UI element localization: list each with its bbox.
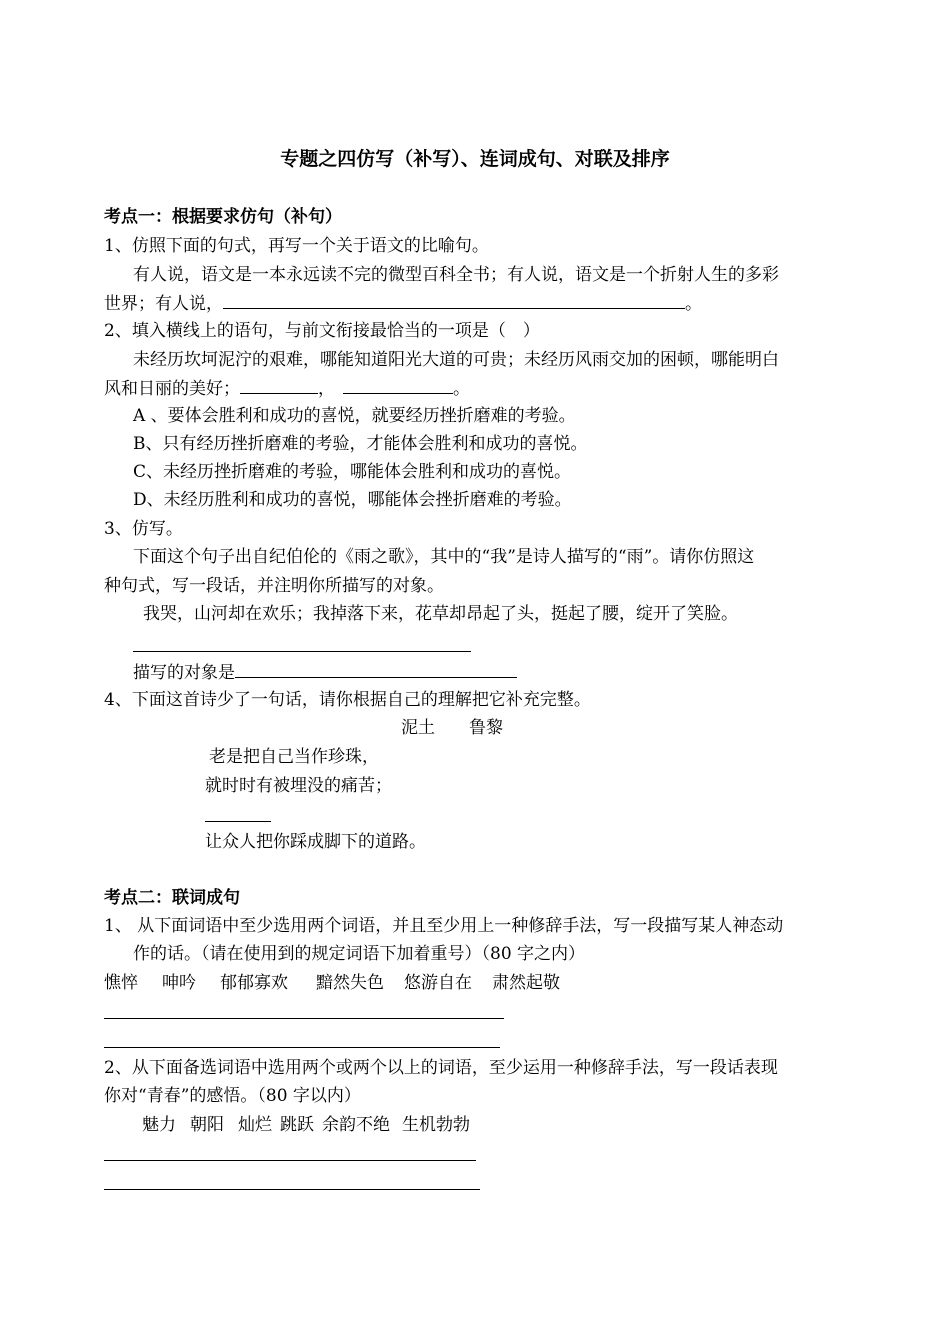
q2-option-a: A 、要体会胜利和成功的喜悦，就要经历挫折磨难的考验。 bbox=[133, 406, 576, 426]
q1-answer-blank[interactable] bbox=[223, 292, 685, 309]
s2-q1-word: 肃然起敬 bbox=[492, 973, 560, 993]
s2-q2-word-list bbox=[142, 1114, 470, 1136]
q2-line2-sep: ， bbox=[318, 379, 335, 399]
s2-q1-answer-line[interactable] bbox=[104, 1018, 504, 1019]
s2-q1-word: 憔悴 bbox=[104, 973, 138, 993]
section1-heading: 考点一：根据要求仿句（补句） bbox=[104, 207, 342, 227]
page-title: 专题之四仿写（补写）、连词成句、对联及排序 bbox=[280, 148, 670, 170]
s2-q2-word: 朝阳 bbox=[190, 1115, 224, 1135]
s2-q2-word: 灿烂 bbox=[238, 1115, 272, 1135]
q1-text-line1: 有人说，语文是一本永远读不完的微型百科全书；有人说，语文是一个折射人生的多彩 bbox=[133, 265, 779, 285]
s2-q1-word: 悠游自在 bbox=[404, 973, 472, 993]
q1-line2-pre: 世界；有人说， bbox=[104, 294, 223, 314]
q2-line2-post: 。 bbox=[453, 379, 470, 399]
q1-line2-post: 。 bbox=[685, 294, 702, 314]
s2-q1-word: 郁郁寡欢 bbox=[220, 973, 288, 993]
s2-q1-word-list bbox=[104, 972, 560, 994]
q3-object-line bbox=[133, 661, 517, 684]
q3-text-line1: 下面这个句子出自纪伯伦的《雨之歌》，其中的“我”是诗人描写的“雨”。请你仿照这 bbox=[133, 547, 755, 567]
q3-prompt: 3、仿写。 bbox=[104, 519, 183, 539]
s2-q2-answer-line[interactable] bbox=[104, 1160, 476, 1161]
section2-heading: 考点二：联词成句 bbox=[104, 888, 240, 908]
q1-text-line2 bbox=[104, 292, 702, 315]
q2-text-line1: 未经历坎坷泥泞的艰难，哪能知道阳光大道的可贵；未经历风雨交加的困顿，哪能明白 bbox=[133, 350, 779, 370]
q4-poem-line-1: 老是把自己当作珍珠， bbox=[209, 747, 379, 767]
q1-prompt: 1、仿照下面的句式，再写一个关于语文的比喻句。 bbox=[104, 236, 489, 256]
q3-answer-line[interactable] bbox=[133, 651, 471, 652]
q2-option-c: C、未经历挫折磨难的考验，哪能体会胜利和成功的喜悦。 bbox=[133, 462, 572, 482]
s2-q2-answer-line[interactable] bbox=[104, 1189, 480, 1190]
s2-q2-line1: 2、从下面备选词语中选用两个或两个以上的词语，至少运用一种修辞手法，写一段话表现 bbox=[104, 1058, 778, 1078]
q2-text-line2 bbox=[104, 377, 470, 400]
q4-poem-line-2: 就时时有被埋没的痛苦； bbox=[205, 776, 392, 796]
s2-q2-word: 跳跃 bbox=[280, 1115, 314, 1135]
q3-object-blank[interactable] bbox=[235, 661, 517, 678]
q4-poem-title: 泥土 鲁黎 bbox=[401, 718, 503, 738]
q4-prompt: 4、下面这首诗少了一句话，请你根据自己的理解把它补充完整。 bbox=[104, 690, 591, 710]
q3-text-line2: 种句式，写一段话，并注明你所描写的对象。 bbox=[104, 576, 444, 596]
s2-q1-word: 黯然失色 bbox=[316, 973, 384, 993]
q4-missing-line-blank[interactable] bbox=[205, 821, 271, 822]
s2-q1-word: 呻吟 bbox=[162, 973, 196, 993]
q2-option-b: B、只有经历挫折磨难的考验，才能体会胜利和成功的喜悦。 bbox=[133, 434, 588, 454]
q3-object-label: 描写的对象是 bbox=[133, 663, 235, 683]
q2-option-d: D、未经历胜利和成功的喜悦，哪能体会挫折磨难的考验。 bbox=[133, 490, 572, 510]
s2-q2-word: 魅力 bbox=[142, 1115, 176, 1135]
s2-q1-line2: 作的话。（请在使用到的规定词语下加着重号）（80 字之内） bbox=[133, 944, 586, 964]
s2-q2-line2: 你对“青春”的感悟。（80 字以内） bbox=[104, 1086, 361, 1106]
s2-q1-answer-line[interactable] bbox=[104, 1047, 500, 1048]
q2-blank-1[interactable] bbox=[240, 377, 318, 394]
q4-poem-line-4: 让众人把你踩成脚下的道路。 bbox=[205, 832, 426, 852]
q2-prompt: 2、填入横线上的语句，与前文衔接最恰当的一项是（ ） bbox=[104, 321, 540, 341]
q2-blank-2[interactable] bbox=[343, 377, 453, 394]
s2-q2-word: 生机勃勃 bbox=[402, 1115, 470, 1135]
q2-line2-pre: 风和日丽的美好； bbox=[104, 379, 240, 399]
s2-q1-line1: 1、 从下面词语中至少选用两个词语，并且至少用上一种修辞手法，写一段描写某人神态动 bbox=[104, 916, 784, 936]
q3-example: 我哭，山河却在欢乐；我掉落下来，花草却昂起了头，挺起了腰，绽开了笑脸。 bbox=[143, 604, 738, 624]
s2-q2-word: 余韵不绝 bbox=[322, 1115, 390, 1135]
